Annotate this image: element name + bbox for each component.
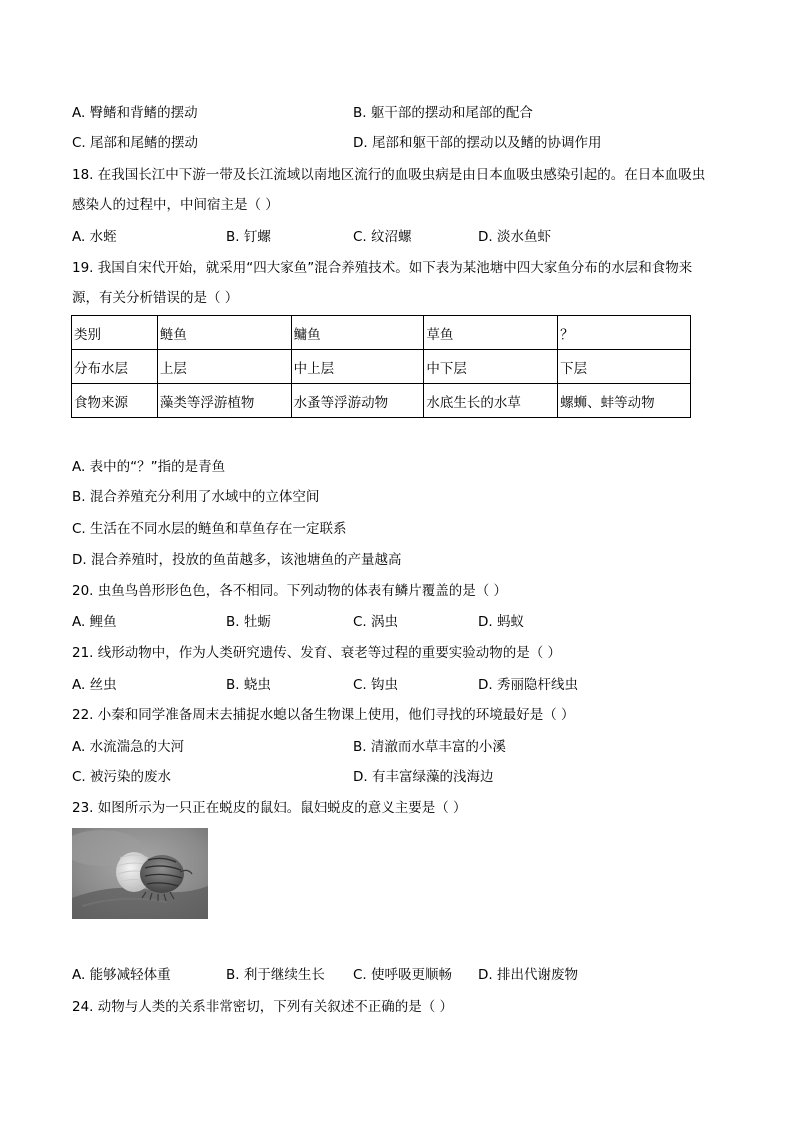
q21-option-a: A. 丝虫 <box>72 677 117 693</box>
q17-option-c: C. 尾部和尾鳍的摆动 <box>72 135 199 151</box>
q19-option-b: B. 混合养殖充分利用了水域中的立体空间 <box>72 489 320 505</box>
table-cell: 分布水层 <box>72 350 158 384</box>
q18-option-a: A. 水蛭 <box>72 229 117 245</box>
table-cell: 下层 <box>558 350 691 384</box>
table-cell: 中下层 <box>424 350 558 384</box>
q19-option-d: D. 混合养殖时，投放的鱼苗越多，该池塘鱼的产量越高 <box>72 552 402 568</box>
q17-option-a: A. 臀鳍和背鳍的摆动 <box>72 105 198 121</box>
q22-option-b: B. 清澈而水草丰富的小溪 <box>353 739 506 755</box>
q23-option-c: C. 使呼吸更顺畅 <box>353 967 453 983</box>
q21-option-d: D. 秀丽隐杆线虫 <box>478 677 578 693</box>
table-cell: 水底生长的水草 <box>424 384 558 418</box>
q24-stem: 24. 动物与人类的关系非常密切，下列有关叙述不正确的是（ ） <box>72 999 454 1015</box>
fish-distribution-table <box>71 315 691 418</box>
q18-stem-line1: 18. 在我国长江中下游一带及长江流域以南地区流行的血吸虫病是由日本血吸虫感染引起的。在日本血吸虫 <box>72 167 706 183</box>
table-cell: 中上层 <box>291 350 424 384</box>
q18-option-b: B. 钉螺 <box>226 229 271 245</box>
q18-stem-line2: 感染人的过程中，中间宿主是（ ） <box>72 197 279 213</box>
table-cell: 上层 <box>157 350 291 384</box>
table-row <box>72 384 691 418</box>
table-cell: 鲢鱼 <box>157 316 291 350</box>
q19-stem-line2: 源，有关分析错误的是（ ） <box>72 290 239 306</box>
q18-option-c: C. 纹沼螺 <box>353 229 412 245</box>
q17-option-d: D. 尾部和躯干部的摆动以及鳍的协调作用 <box>353 135 602 151</box>
q19-option-c: C. 生活在不同水层的鲢鱼和草鱼存在一定联系 <box>72 521 347 537</box>
table-cell: 水蚤等浮游动物 <box>291 384 424 418</box>
q18-option-d: D. 淡水鱼虾 <box>478 229 551 245</box>
q23-option-d: D. 排出代谢废物 <box>478 967 578 983</box>
q20-option-c: C. 涡虫 <box>353 614 399 630</box>
table-row <box>72 350 691 384</box>
table-cell: 食物来源 <box>72 384 158 418</box>
q20-option-a: A. 鲤鱼 <box>72 614 117 630</box>
q23-option-b: B. 利于继续生长 <box>226 967 325 983</box>
q23-stem: 23. 如图所示为一只正在蜕皮的鼠妇。鼠妇蜕皮的意义主要是（ ） <box>72 800 467 816</box>
q22-option-a: A. 水流湍急的大河 <box>72 739 185 755</box>
q21-option-b: B. 蛲虫 <box>226 677 271 693</box>
q21-stem: 21. 线形动物中，作为人类研究遗传、发育、衰老等过程的重要实验动物的是（ ） <box>72 645 562 661</box>
q20-stem: 20. 虫鱼鸟兽形形色色，各不相同。下列动物的体表有鳞片覆盖的是（ ） <box>72 583 508 599</box>
q20-option-b: B. 牡蛎 <box>226 614 271 630</box>
woodlouse-molting-photo <box>72 828 208 919</box>
q20-option-d: D. 蚂蚁 <box>478 614 524 630</box>
table-cell: 类别 <box>72 316 158 350</box>
table-cell: 螺蛳、蚌等动物 <box>558 384 691 418</box>
q23-option-a: A. 能够减轻体重 <box>72 967 171 983</box>
q19-stem-line1: 19. 我国自宋代开始，就采用“四大家鱼”混合养殖技术。如下表为某池塘中四大家鱼分布的水层和食物来 <box>72 260 693 276</box>
q19-option-a: A. 表中的“？”指的是青鱼 <box>72 459 226 475</box>
q22-stem: 22. 小秦和同学准备周末去捕捉水螅以备生物课上使用，他们寻找的环境最好是（ ） <box>72 707 575 723</box>
q22-option-c: C. 被污染的废水 <box>72 769 172 785</box>
table-cell: ？ <box>558 316 691 350</box>
q17-option-b: B. 躯干部的摆动和尾部的配合 <box>353 105 533 121</box>
table-cell: 藻类等浮游植物 <box>157 384 291 418</box>
q21-option-c: C. 钩虫 <box>353 677 399 693</box>
q22-option-d: D. 有丰富绿藻的浅海边 <box>353 769 494 785</box>
table-row <box>72 316 691 350</box>
table-cell: 鳙鱼 <box>291 316 424 350</box>
table-cell: 草鱼 <box>424 316 558 350</box>
